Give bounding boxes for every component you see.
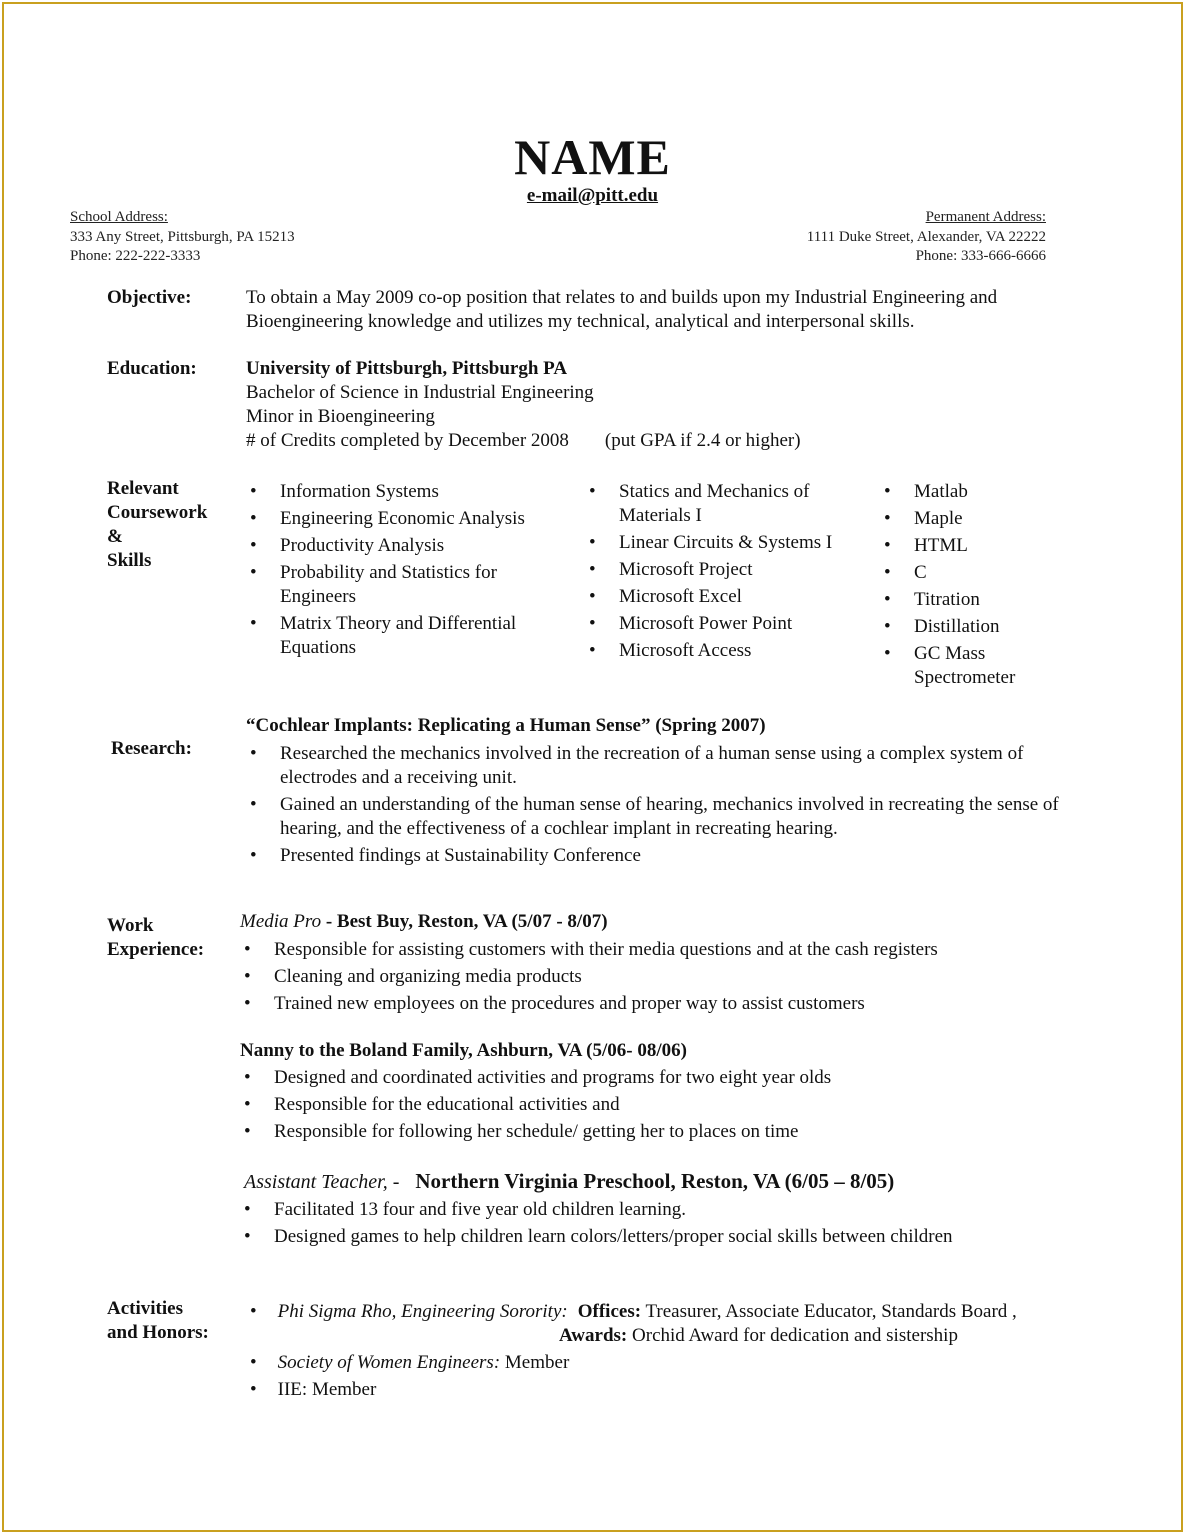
list-item — [880, 480, 1060, 504]
list-item-text: Responsible for the educational activities and — [274, 1094, 620, 1115]
list-item — [246, 534, 566, 558]
list-item-text: Cleaning and organizing media products — [274, 966, 582, 987]
work-label-line: Experience: — [107, 939, 205, 960]
list-item — [240, 1225, 1080, 1249]
list-item — [880, 534, 1060, 558]
activities-label-line: Activities — [107, 1298, 183, 1319]
objective-text — [246, 286, 997, 334]
job-title-3 — [244, 1168, 894, 1195]
list-item-text: Researched the mechanics involved in the recreation of a human sense using a complex system of electrodes and a receiving unit. — [280, 743, 1024, 788]
list-item-text: Maple — [914, 508, 963, 529]
bullet: • — [250, 535, 257, 556]
list-item-text: Responsible for assisting customers with their media questions and at the cash registers — [274, 939, 938, 960]
list-item — [246, 844, 1086, 868]
list-item — [240, 1093, 1080, 1117]
bullet: • — [244, 1094, 251, 1115]
coursework-column-2 — [585, 480, 875, 666]
activity-text: Member — [500, 1352, 570, 1373]
list-item — [585, 558, 875, 582]
list-item-text: HTML — [914, 535, 968, 556]
job-role: Assistant Teacher, - — [244, 1171, 400, 1193]
list-item — [880, 642, 1034, 690]
list-item — [585, 531, 875, 555]
list-item — [585, 612, 875, 636]
job-3-bullets — [240, 1198, 1080, 1252]
list-item-text: Statics and Mechanics of Materials I — [619, 481, 810, 526]
activities-label — [107, 1297, 209, 1345]
list-item — [880, 507, 1060, 531]
awards-label: Awards: — [559, 1325, 628, 1346]
bullet: • — [589, 613, 596, 634]
education-details — [246, 357, 801, 453]
coursework-label — [107, 477, 207, 573]
education-credits: # of Credits completed by December 2008 — [246, 430, 569, 451]
job-org: Best Buy, Reston, VA (5/07 - 8/07) — [336, 911, 608, 932]
list-item — [880, 561, 1060, 585]
awards-text: Orchid Award for dedication and sistership — [627, 1325, 958, 1346]
bullet: • — [250, 562, 257, 583]
job-1-bullets — [240, 938, 1080, 1019]
coursework-label-line: & — [107, 526, 123, 547]
research-title: “Cochlear Implants: Replicating a Human Sense” (Spring 2007) — [246, 715, 766, 736]
coursework-label-line: Skills — [107, 550, 152, 571]
list-item-text: Microsoft Excel — [619, 586, 742, 607]
bullet: • — [250, 845, 257, 866]
education-minor: Minor in Bioengineering — [246, 406, 435, 427]
job-2-bullets — [240, 1066, 1080, 1147]
list-item — [240, 1066, 1080, 1090]
activity-item-2 — [250, 1351, 569, 1375]
bullet: • — [884, 508, 891, 529]
list-item — [246, 793, 1086, 841]
list-item — [240, 1198, 1080, 1222]
list-item-text: Trained new employees on the procedures and proper way to assist customers — [274, 993, 865, 1014]
bullet: • — [250, 613, 257, 634]
job-separator: - — [321, 911, 337, 932]
email-link[interactable]: e-mail@pitt.edu — [526, 185, 659, 206]
list-item — [246, 561, 566, 609]
bullet: • — [244, 1067, 251, 1088]
research-label: Research: — [111, 738, 192, 759]
education-gpa-note: (put GPA if 2.4 or higher) — [604, 430, 801, 451]
objective-line-2: Bioengineering knowledge and utilizes my technical, analytical and interpersonal skills. — [246, 311, 915, 332]
bullet: • — [250, 1301, 257, 1322]
list-item — [880, 588, 1060, 612]
school-address-street: 333 Any Street, Pittsburgh, PA 15213 — [70, 228, 295, 245]
list-item-text: GC Mass Spectrometer — [914, 643, 1016, 688]
coursework-label-line: Coursework — [107, 502, 208, 523]
list-item — [246, 507, 566, 531]
list-item-text: Information Systems — [280, 481, 439, 502]
permanent-address — [807, 208, 1046, 267]
list-item — [585, 639, 875, 663]
list-item-text: Distillation — [914, 616, 1000, 637]
research-bullets — [246, 742, 1086, 871]
bullet: • — [589, 481, 596, 502]
education-credits-line — [246, 429, 801, 453]
coursework-column-3 — [880, 480, 1060, 693]
list-item — [880, 615, 1060, 639]
bullet: • — [250, 1379, 257, 1400]
activities-label-line: and Honors: — [107, 1322, 209, 1343]
permanent-address-phone: Phone: 333-666-6666 — [915, 248, 1046, 264]
bullet: • — [884, 616, 891, 637]
list-item-text: Probability and Statistics for Engineers — [280, 562, 497, 607]
bullet: • — [589, 586, 596, 607]
activity-org: Phi Sigma Rho, Engineering Sorority: — [277, 1301, 568, 1322]
bullet: • — [244, 993, 251, 1014]
bullet: • — [244, 1226, 251, 1247]
work-label-line: Work — [107, 915, 154, 936]
bullet: • — [884, 562, 891, 583]
offices-label: Offices: — [577, 1301, 642, 1322]
education-school: University of Pittsburgh, Pittsburgh PA — [246, 358, 568, 379]
bullet: • — [250, 794, 257, 815]
school-address-phone: Phone: 222-222-3333 — [70, 248, 201, 264]
list-item-text: Presented findings at Sustainability Conference — [280, 845, 641, 866]
coursework-column-1 — [246, 480, 566, 663]
list-item-text: Productivity Analysis — [280, 535, 445, 556]
school-address-label: School Address: — [70, 209, 168, 225]
activity-awards — [559, 1324, 958, 1348]
list-item-text: Designed and coordinated activities and programs for two eight year olds — [274, 1067, 832, 1088]
objective-line-1: To obtain a May 2009 co-op position that relates to and builds upon my Industrial Engineering and — [246, 287, 998, 308]
bullet: • — [884, 535, 891, 556]
bullet: • — [589, 559, 596, 580]
candidate-name: NAME — [514, 129, 671, 185]
list-item-text: Facilitated 13 four and five year old children learning. — [274, 1199, 687, 1220]
list-item-text: Responsible for following her schedule/ getting her to places on time — [274, 1121, 799, 1142]
bullet: • — [884, 481, 891, 502]
education-label: Education: — [107, 358, 197, 379]
activity-item-3 — [250, 1378, 376, 1402]
objective-label: Objective: — [107, 287, 192, 308]
bullet: • — [884, 589, 891, 610]
list-item — [240, 992, 1080, 1016]
bullet: • — [244, 966, 251, 987]
bullet: • — [884, 643, 891, 664]
bullet: • — [244, 939, 251, 960]
bullet: • — [589, 532, 596, 553]
list-item — [246, 480, 566, 504]
list-item-text: C — [914, 562, 927, 583]
list-item — [240, 965, 1080, 989]
bullet: • — [244, 1121, 251, 1142]
bullet: • — [250, 508, 257, 529]
job-title-2: Nanny to the Boland Family, Ashburn, VA (5/06- 08/06) — [240, 1040, 687, 1061]
list-item-text: Engineering Economic Analysis — [280, 508, 525, 529]
list-item-text: Matrix Theory and Differential Equations — [280, 613, 517, 658]
offices-text: Treasurer, Associate Educator, Standards Board , — [641, 1301, 1017, 1322]
list-item — [240, 938, 1080, 962]
list-item-text: Microsoft Power Point — [619, 613, 793, 634]
work-experience-label — [107, 914, 204, 962]
list-item — [240, 1120, 1080, 1144]
list-item — [585, 480, 875, 528]
activity-item-1 — [250, 1300, 1017, 1324]
list-item-text: Matlab — [914, 481, 968, 502]
list-item-text: Gained an understanding of the human sense of hearing, mechanics involved in recreating the sense of hearing, and the effectiveness of a cochlear implant in recreating hearing. — [280, 794, 1059, 839]
school-address — [70, 208, 295, 267]
bullet: • — [244, 1199, 251, 1220]
coursework-label-line: Relevant — [107, 478, 179, 499]
list-item — [246, 742, 1086, 790]
job-org: Northern Virginia Preschool, Reston, VA (6/05 – 8/05) — [415, 1169, 895, 1193]
bullet: • — [250, 481, 257, 502]
list-item-text: Linear Circuits & Systems I — [619, 532, 833, 553]
education-degree: Bachelor of Science in Industrial Engineering — [246, 382, 594, 403]
list-item-text: Titration — [914, 589, 980, 610]
permanent-address-street: 1111 Duke Street, Alexander, VA 22222 — [806, 228, 1046, 245]
bullet: • — [589, 640, 596, 661]
job-role: Media Pro — [240, 911, 322, 932]
list-item — [585, 585, 875, 609]
bullet: • — [250, 1352, 257, 1373]
permanent-address-label: Permanent Address: — [925, 209, 1046, 225]
activity-text: IIE: Member — [277, 1379, 377, 1400]
list-item — [246, 612, 566, 660]
list-item-text: Microsoft Project — [619, 559, 753, 580]
list-item-text: Microsoft Access — [619, 640, 752, 661]
list-item-text: Designed games to help children learn colors/letters/proper social skills between children — [274, 1226, 953, 1247]
job-title-1 — [240, 910, 608, 934]
activity-org: Society of Women Engineers: — [277, 1352, 501, 1373]
bullet: • — [250, 743, 257, 764]
